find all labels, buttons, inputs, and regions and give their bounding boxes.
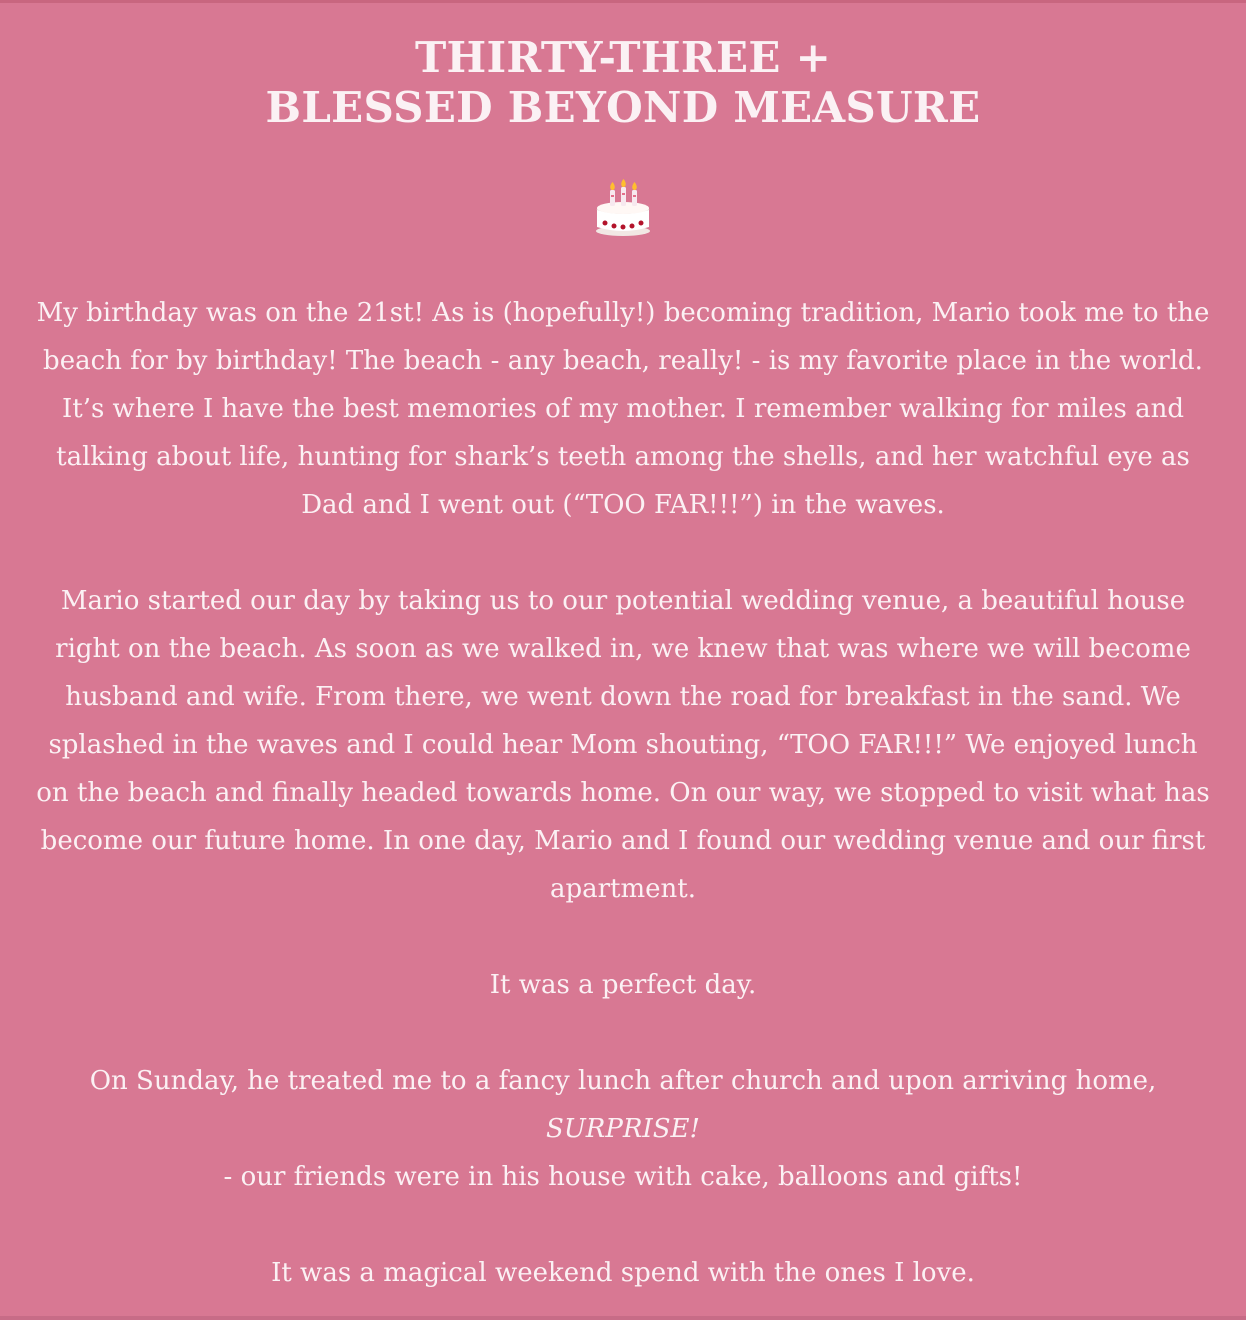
- post-title-line-1: THIRTY-THREE +: [414, 33, 832, 82]
- post-title-line-2: BLESSED BEYOND MEASURE: [265, 83, 981, 132]
- post-paragraph-4: [31, 1057, 1215, 1201]
- post-paragraph-4-intro: On Sunday, he treated me to a fancy lunch after church and upon arriving home,: [89, 1066, 1157, 1096]
- post-title: [0, 33, 1246, 133]
- post-paragraph-3: It was a perfect day.: [489, 970, 757, 1000]
- post-paragraph-1: My birthday was on the 21st! As is (hopefully!) becoming tradition, Mario took me to the beach for by birthday! The beach - any beach, really! - is my favorite place in the world. It’s where I have the best memories of my mother. I remember walking for miles and talking about life, hunting for shark’s teeth among the shells, and her watchful eye as Dad and I went out (“TOO FAR!!!”) in the waves.: [36, 298, 1210, 520]
- birthday-cake-icon: [592, 179, 654, 239]
- surprise-emphasis: SURPRISE!: [546, 1114, 700, 1144]
- post-body: [31, 289, 1215, 1297]
- post-paragraph-4-end: - our friends were in his house with cake, balloons and gifts!: [223, 1162, 1023, 1192]
- post-paragraph-2: Mario started our day by taking us to our potential wedding venue, a beautiful house right on the beach. As soon as we walked in, we knew that was where we will become husband and wife. From there, we went down the road for breakfast in the sand. We splashed in the waves and I could hear Mom shouting, “TOO FAR!!!” We enjoyed lunch on the beach and finally headed towards home. On our way, we stopped to visit what has become our future home. In one day, Mario and I found our wedding venue and our first apartment.: [36, 586, 1210, 904]
- post-paragraph-5: It was a magical weekend spend with the ones I love.: [271, 1258, 975, 1288]
